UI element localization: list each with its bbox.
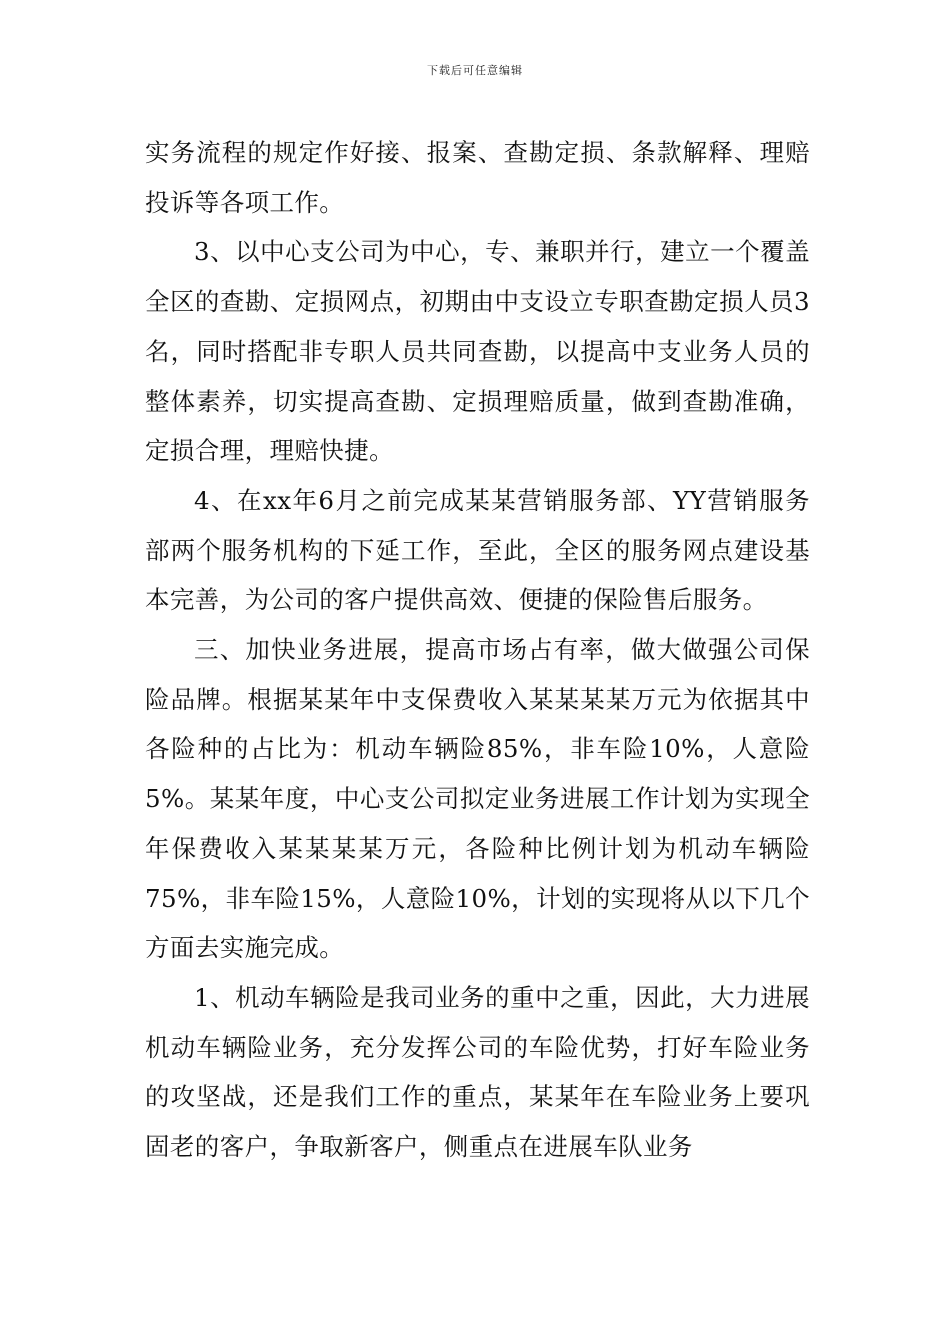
- paragraph-item-1: 1、机动车辆险是我司业务的重中之重，因此，大力进展机动车辆险业务，充分发挥公司的车险优势，打好车险业务的攻坚战，还是我们工作的重点，某某年在车险业务上要巩固老的客户，争取新客户，侧重点在进展车队业务: [145, 982, 810, 1162]
- paragraph-section-3: 三、加快业务进展，提高市场占有率，做大做强公司保险品牌。根据某某年中支保费收入某某某某万元为依据其中各险种的占比为：机动车辆险85%，非车险10%，人意险5%。某某年度，中心支公司拟定业务进展工作计划为实现全年保费收入某某某某万元，各险种比例计划为机动车辆险75%，非车险15%，人意险10%，计划的实现将从以下几个方面去实施完成。: [145, 635, 810, 963]
- paragraph-item-3: 3、以中心支公司为中心，专、兼职并行，建立一个覆盖全区的查勘、定损网点，初期由中支设立专职查勘定损人员3名，同时搭配非专职人员共同查勘，以提高中支业务人员的整体素养，切实提高查勘、定损理赔质量，做到查勘准确，定损合理，理赔快捷。: [145, 237, 810, 466]
- paragraph-continuation: 实务流程的规定作好接、报案、查勘定损、条款解释、理赔投诉等各项工作。: [145, 138, 810, 217]
- paragraph-item-4: 4、在xx年6月之前完成某某营销服务部、YY营销服务部两个服务机构的下延工作，至此，全区的服务网点建设基本完善，为公司的客户提供高效、便捷的保险售后服务。: [145, 485, 810, 615]
- document-body: [145, 128, 810, 1172]
- page-header-note: 下载后可任意编辑: [427, 64, 523, 77]
